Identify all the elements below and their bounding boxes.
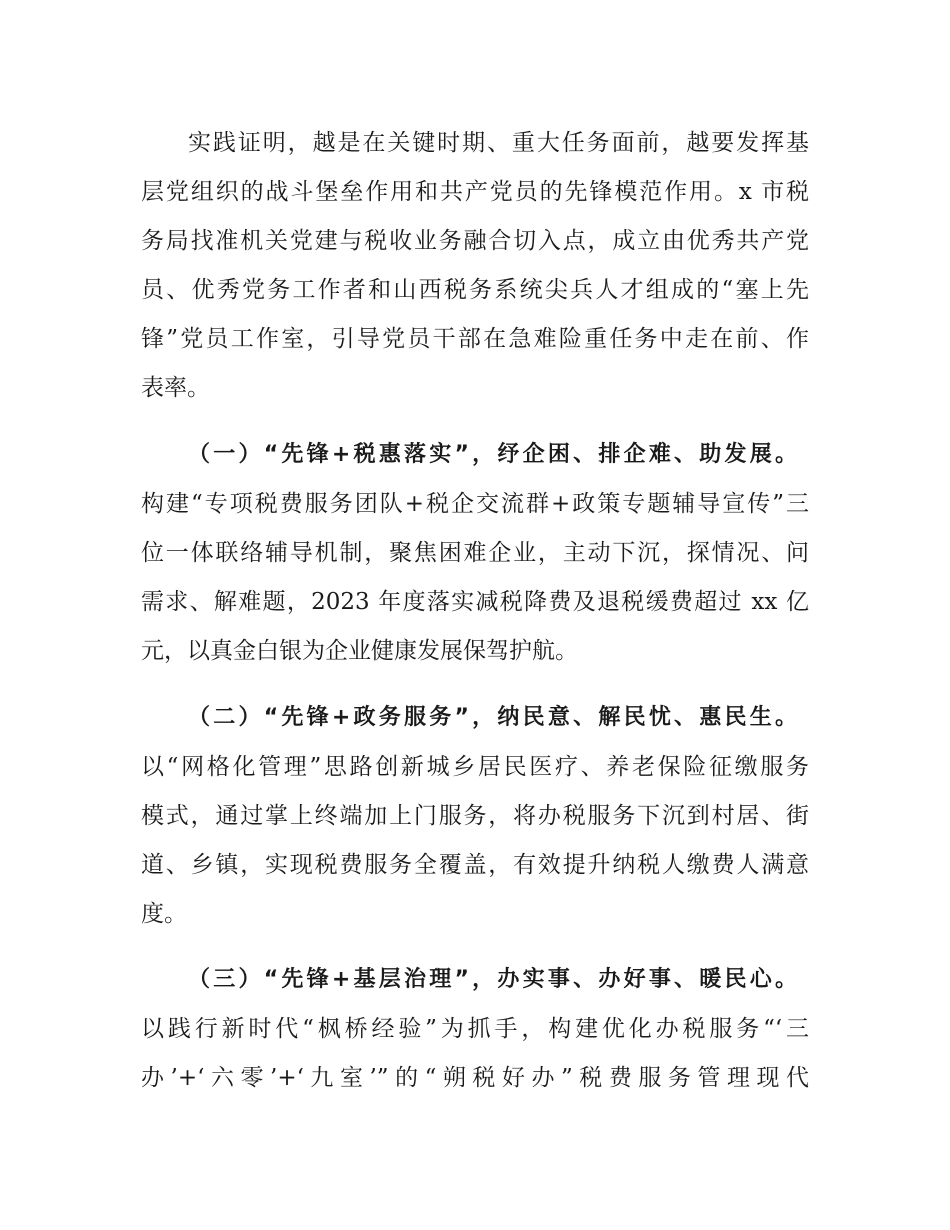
section-1-line-1: 构建“专项税费服务团队+税企交流群+政策专题辅导宣传”三 xyxy=(141,491,809,517)
section-2-line-3: 道、乡镇，实现税费服务全覆盖，有效提升纳税人缴费人满意 xyxy=(141,852,809,878)
section-2-line-4: 度。 xyxy=(141,901,187,927)
paragraph-1-line-3: 务局找准机关党建与税收业务融合切入点，成立由优秀共产党 xyxy=(141,228,809,254)
paragraph-1-line-1: 实践证明，越是在关键时期、重大任务面前，越要发挥基 xyxy=(188,130,809,156)
paragraph-1-line-4: 员、优秀党务工作者和山西税务系统尖兵人才组成的“塞上先 xyxy=(141,277,809,303)
paragraph-1-line-5: 锋”党员工作室，引导党员干部在急难险重任务中走在前、作 xyxy=(141,326,809,352)
paragraph-1-line-2: 层党组织的战斗堡垒作用和共产党员的先锋模范作用。x 市税 xyxy=(141,179,809,205)
section-1-line-3: 需求、解难题，2023 年度落实减税降费及退税缓费超过 xx 亿 xyxy=(141,589,809,615)
section-3-line-1: 以践行新时代“枫桥经验”为抓手，构建优化办税服务“‘三 xyxy=(141,1016,809,1042)
section-2-line-1: 以“网格化管理”思路创新城乡居民医疗、养老保险征缴服务 xyxy=(141,754,809,780)
section-1-heading: （一）“先锋+税惠落实”，纾企困、排企难、助发展。 xyxy=(188,442,797,467)
section-3-heading: （三）“先锋+基层治理”，办实事、办好事、暖民心。 xyxy=(188,967,797,992)
section-3-line-2: 办’+‘六零’+‘九室’”的“朔税好办”税费服务管理现代 xyxy=(141,1065,809,1091)
section-1-line-2: 位一体联络辅导机制，聚焦困难企业，主动下沉，探情况、问 xyxy=(141,540,809,566)
section-2-heading: （二）“先锋+政务服务”，纳民意、解民忧、惠民生。 xyxy=(188,705,797,730)
paragraph-1-line-6: 表率。 xyxy=(141,375,210,401)
section-1-line-4: 元，以真金白银为企业健康发展保驾护航。 xyxy=(141,638,578,664)
section-2-line-2: 模式，通过掌上终端加上门服务，将办税服务下沉到村居、街 xyxy=(141,803,809,829)
